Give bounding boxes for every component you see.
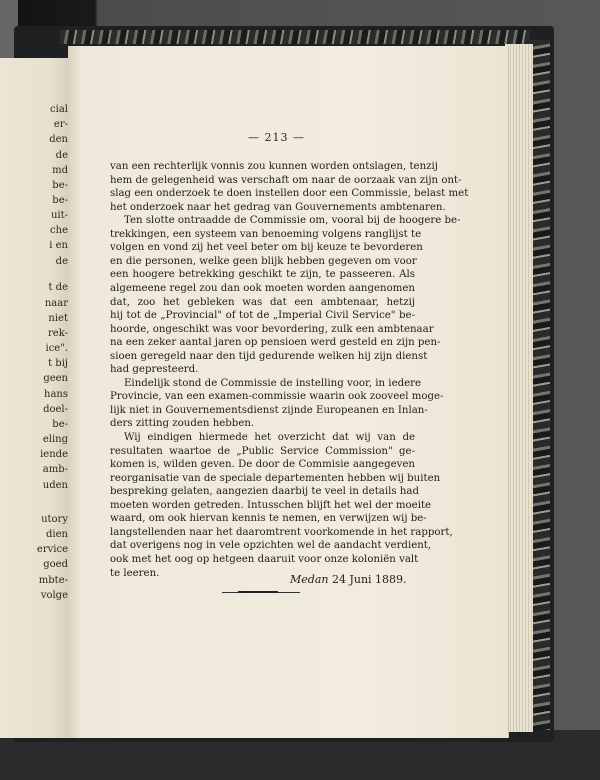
text-line: dat, zoo het gebleken was dat een ambtenaar, hetzij bbox=[110, 296, 415, 308]
text-line: Ten slotte ontraadde de Commissie om, vooral bij de hoogere be- bbox=[124, 215, 461, 227]
left-page-fragment: t bij bbox=[48, 358, 68, 369]
text-line: langstellenden naar het daaromtrent voorkomende in het rapport, bbox=[110, 526, 453, 538]
left-page-fragment: goed bbox=[43, 559, 68, 570]
left-page-fragment: de bbox=[55, 256, 68, 267]
text-line: ders zitting zouden hebben. bbox=[110, 418, 255, 430]
text-line: Provincie, van een examen-commissie waarin ook zooveel moge- bbox=[110, 391, 444, 403]
left-page-fragment: rek- bbox=[48, 328, 68, 339]
left-page-fragment: cial bbox=[50, 104, 68, 115]
text-line: reorganisatie van de speciale departementen hebben wij buiten bbox=[110, 472, 441, 484]
left-page-fragment: be- bbox=[52, 419, 68, 430]
text-line: hoorde, ongeschikt was voor bevordering, zulk een ambtenaar bbox=[110, 323, 434, 335]
text-line: na een zeker aantal jaren op pensioen werd gesteld en zijn pen- bbox=[110, 337, 441, 349]
signature-line bbox=[290, 573, 407, 586]
closing-rule-thick bbox=[238, 591, 278, 593]
left-page-fragment: che bbox=[50, 225, 68, 236]
left-page-fragment: ervice bbox=[36, 544, 68, 555]
left-page-fragment: md bbox=[52, 165, 68, 176]
signature-place: Medan bbox=[290, 573, 329, 586]
left-page-fragment: doel- bbox=[43, 404, 68, 415]
text-line: had gepresteerd. bbox=[110, 364, 199, 376]
left-page-fragment: naar bbox=[44, 298, 68, 309]
text-line: hij tot de „Provincial" of tot de „Imperial Civil Service" be- bbox=[110, 310, 415, 322]
text-line: ook met het oog op hetgeen daaruit voor onze koloniën valt bbox=[110, 553, 419, 565]
left-page-fragment: ice". bbox=[45, 343, 68, 354]
left-page-fragment: eling bbox=[42, 434, 68, 445]
text-line: sioen geregeld naar den tijd gedurende welken hij zijn dienst bbox=[110, 350, 428, 362]
page-stack-edges bbox=[505, 44, 533, 732]
left-page-fragment: den bbox=[49, 134, 68, 145]
left-page-fragment: hans bbox=[44, 389, 68, 400]
left-page-fragment: mbte- bbox=[38, 575, 68, 586]
left-page-fragment: t de bbox=[48, 282, 68, 293]
signature-date: 24 Juni 1889. bbox=[331, 573, 407, 586]
text-line: algemeene regel zou dan ook moeten worden aangenomen bbox=[110, 282, 415, 294]
text-line: van een rechterlijk vonnis zou kunnen worden ontslagen, tenzij bbox=[110, 161, 438, 172]
text-line: lijk niet in Gouvernementsdienst zijnde Europeanen en Inlan- bbox=[110, 404, 428, 416]
left-page-fragment: amb- bbox=[42, 464, 68, 475]
left-page-fragment: be- bbox=[52, 195, 68, 206]
text-line: dat overigens nog in vele opzichten wel de aandacht verdient, bbox=[110, 540, 432, 552]
text-line: resultaten waartoe de „Public Service Commission" ge- bbox=[110, 445, 415, 457]
left-page-fragment: de bbox=[55, 150, 68, 161]
text-line: komen is, wilden geven. De door de Commisie aangegeven bbox=[110, 459, 415, 471]
left-page-fragment: iende bbox=[40, 449, 68, 460]
left-page-fragment: volge bbox=[40, 590, 68, 601]
text-line: en die personen, welke geen blijk hebben gegeven om voor bbox=[110, 255, 417, 267]
left-page-fragment: utory bbox=[41, 514, 68, 525]
left-page-fragment: geen bbox=[43, 373, 68, 384]
left-page-fragment: dien bbox=[46, 529, 68, 540]
text-line: te leeren. bbox=[110, 567, 160, 579]
left-page-fragment: uden bbox=[42, 480, 68, 491]
text-line: Eindelijk stond de Commissie de instelling voor, in iedere bbox=[124, 377, 422, 389]
left-page-fragment: uit- bbox=[50, 210, 68, 221]
left-page-fragment: niet bbox=[48, 313, 68, 324]
left-page bbox=[0, 58, 72, 738]
text-line: waard, om ook hiervan kennis te nemen, en verwijzen wij be- bbox=[110, 513, 427, 525]
text-line: het onderzoek naar het gedrag van Gouvernements ambtenaren. bbox=[110, 201, 446, 213]
text-line: moeten worden getreden. Intusschen blijft het wel der moeite bbox=[110, 499, 432, 511]
left-page-fragment: er- bbox=[53, 119, 68, 130]
left-page-fragment: i en bbox=[49, 240, 68, 251]
text-line: volgen en vond zij het veel beter om bij keuze te bevorderen bbox=[110, 242, 423, 254]
page-number: — 213 — bbox=[248, 131, 305, 144]
text-line: slag een onderzoek te doen instellen door een Commissie, belast met bbox=[110, 188, 469, 200]
marbled-edge-top bbox=[60, 30, 530, 44]
text-line: Wij eindigen hiermede het overzicht dat wij van de bbox=[124, 432, 415, 443]
marbled-edge-right bbox=[530, 40, 550, 730]
text-line: een hoogere betrekking geschikt te zijn, te passeeren. Als bbox=[110, 269, 415, 281]
text-line: bespreking gelaten, aangezien daarbij te veel in details had bbox=[110, 486, 420, 498]
text-line: trekkingen, een systeem van benoeming volgens ranglijst te bbox=[110, 228, 422, 240]
left-page-fragment: be- bbox=[52, 180, 68, 191]
text-line: hem de gelegenheid was verschaft om naar de oorzaak van zijn ont- bbox=[110, 174, 462, 186]
